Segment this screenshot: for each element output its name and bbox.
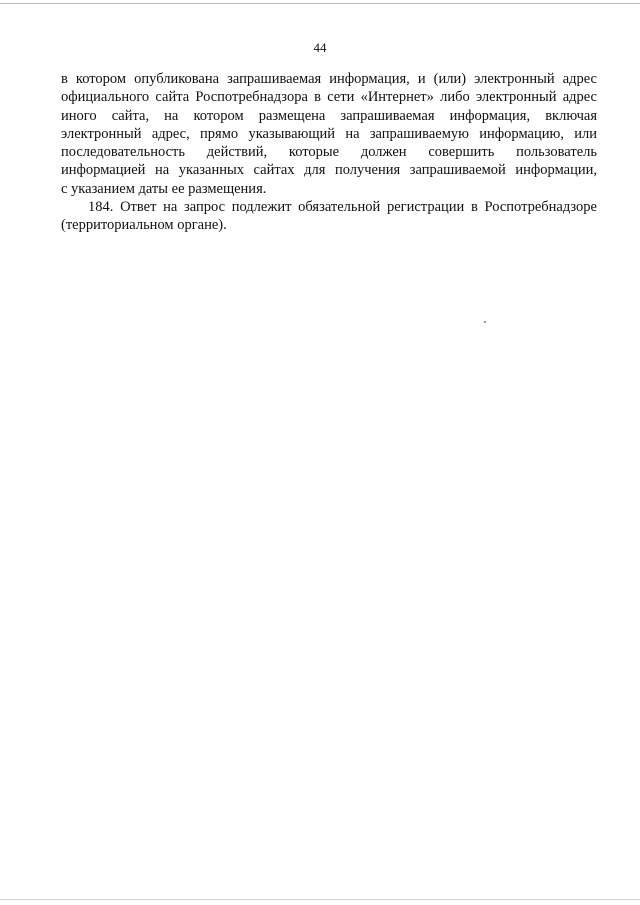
text-line: иного сайта, на котором размещена запрашиваемая информация, включая <box>61 107 597 124</box>
document-body <box>61 70 597 235</box>
text-line: 184. Ответ на запрос подлежит обязательной регистрации в Роспотребнадзоре <box>88 199 597 216</box>
scan-speck <box>484 321 486 323</box>
scan-bottom-edge <box>0 899 640 900</box>
text-line: с указанием даты ее размещения. <box>61 180 267 197</box>
text-line: (территориальном органе). <box>61 217 227 234</box>
text-line: последовательность действий, которые должен совершить пользователь <box>61 144 597 161</box>
text-line: информацией на указанных сайтах для получения запрашиваемой информации, <box>61 162 597 179</box>
text-line: электронный адрес, прямо указывающий на запрашиваемую информацию, или <box>61 125 597 142</box>
page-number: 44 <box>313 40 327 55</box>
text-line: официального сайта Роспотребнадзора в сети «Интернет» либо электронный адрес <box>61 89 597 106</box>
text-line: в котором опубликована запрашиваемая информация, и (или) электронный адрес <box>61 71 597 87</box>
scan-top-edge <box>0 3 640 4</box>
paragraph-continuation <box>61 70 597 198</box>
paragraph-184 <box>61 198 597 235</box>
